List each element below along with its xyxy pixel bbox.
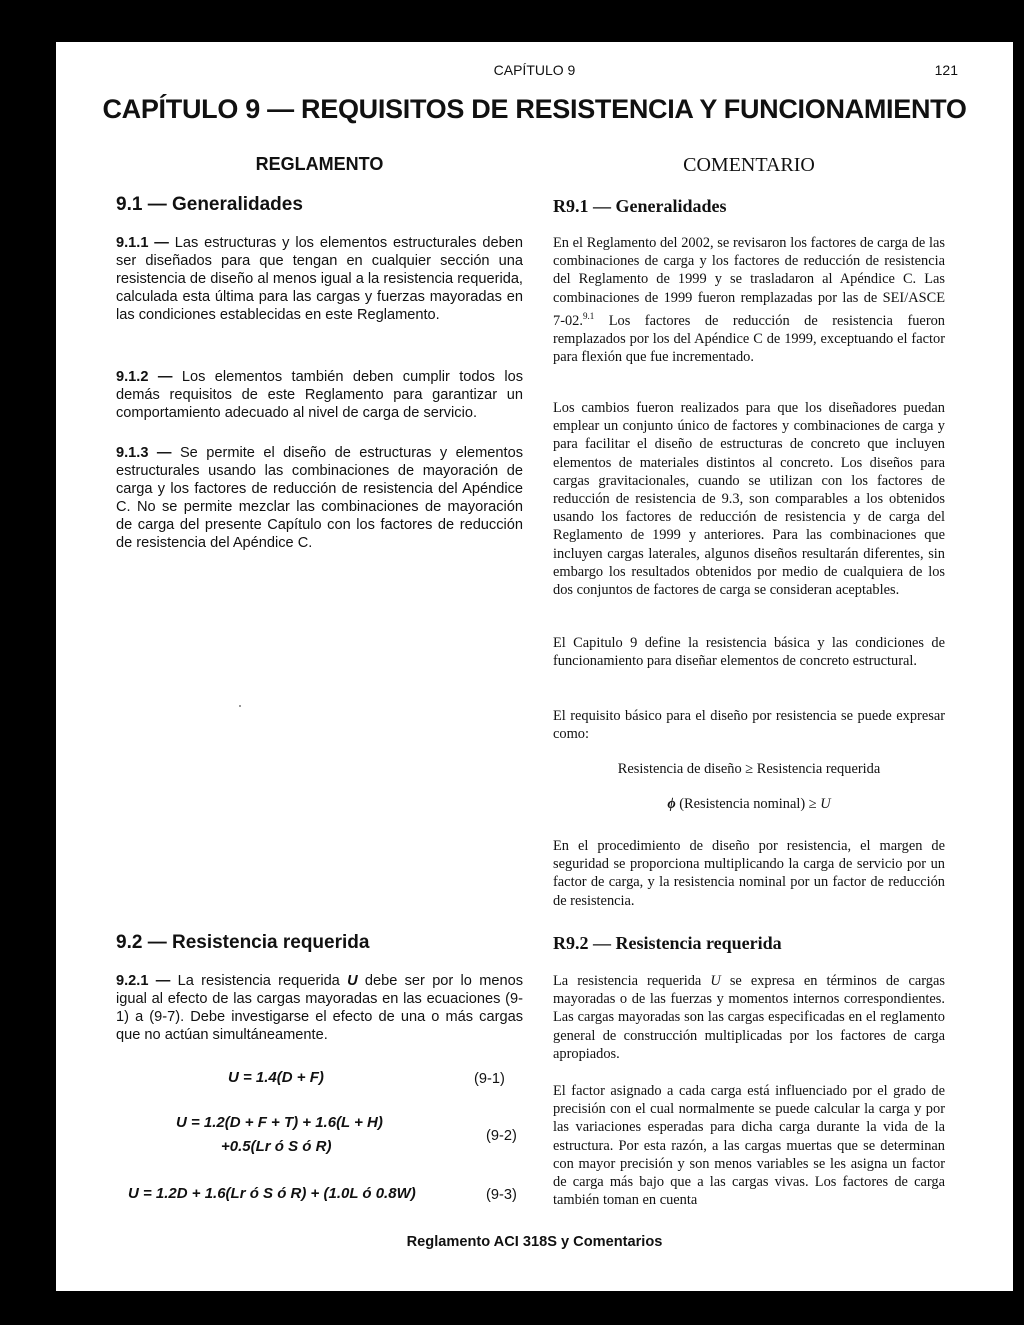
equation-number-9-3: (9-3)	[486, 1187, 517, 1203]
running-head: CAPÍTULO 9	[493, 62, 576, 78]
clause-number: 9.2.1 —	[116, 973, 171, 989]
comentario-column-heading: COMENTARIO	[683, 154, 815, 176]
section-heading-r9-2: R9.2 — Resistencia requerida	[553, 933, 782, 953]
commentary-paragraph-r9-2-1	[553, 972, 945, 1063]
scan-speck	[239, 705, 241, 707]
chapter-title: CAPÍTULO 9 — REQUISITOS DE RESISTENCIA Y FUNCIONAMIENTO	[102, 94, 967, 124]
commentary-paragraph-5: En el procedimiento de diseño por resistencia, el margen de seguridad se proporciona multiplicando la carga de servicio por un factor de carga, y la resistencia nominal por un factor de reducción de resistencia.	[553, 838, 945, 909]
equation-9-3: U = 1.2D + 1.6(Lr ó S ó R) + (1.0L ó 0.8W)	[128, 1185, 416, 1202]
clause-number: 9.1.2 —	[116, 369, 173, 385]
section-heading-9-1: 9.1 — Generalidades	[116, 194, 303, 215]
reference-superscript: 9.1	[582, 310, 595, 321]
equation-9-2-line-2: +0.5(Lr ó S ó R)	[221, 1138, 332, 1155]
equation-number-9-2: (9-2)	[486, 1128, 517, 1144]
page-footer: Reglamento ACI 318S y Comentarios	[406, 1234, 663, 1250]
equation-number-9-1: (9-1)	[474, 1071, 505, 1087]
paragraph-text: La resistencia requerida	[553, 973, 711, 989]
clause-text: debe ser por lo menos igual al efecto de las cargas mayoradas en las ecuaciones (9-1) a (9-7). Debe investigarse el efecto de una o más cargas que no actúan simultáneamente.	[116, 973, 523, 1043]
inequality-text: (Resistencia nominal) ≥	[675, 796, 821, 812]
reglamento-column-heading: REGLAMENTO	[255, 154, 384, 174]
strength-inequality-1: Resistencia de diseño ≥ Resistencia requerida	[617, 761, 881, 777]
commentary-paragraph-3: El Capitulo 9 define la resistencia básica y las condiciones de funcionamiento para diseñar elementos de concreto estructural.	[553, 635, 945, 670]
document-page	[56, 42, 1013, 1291]
clause-text: Se permite el diseño de estructuras y elementos estructurales usando las combinaciones de mayoración de carga y los factores de reducción de resistencia del Apéndice C. No se permite mezclar las combinaciones de mayoración de carga del presente Capítulo con los factores de reducción de resistencia del Apéndice C.	[116, 445, 523, 551]
symbol-U: U	[820, 796, 831, 812]
paragraph-text: se expresa en términos de cargas mayoradas o de las fuerzas y momentos internos correspondientes. Las cargas mayoradas son las cargas especificadas en el reglamento general de construcción multiplicadas por los factores de carga apropiados.	[553, 973, 945, 1062]
page-number: 121	[934, 62, 958, 78]
commentary-paragraph-4: El requisito básico para el diseño por resistencia se puede expresar como:	[553, 708, 945, 743]
clause-text: La resistencia requerida	[170, 973, 348, 989]
equation-9-1: U = 1.4(D + F)	[228, 1069, 324, 1086]
paragraph-text: Los factores de reducción de resistencia fueron remplazados por los del Apéndice C de 1999, exceptuando el factor para flexión que fue incrementado.	[553, 312, 945, 366]
clause-text: Los elementos también deben cumplir todos los demás requisitos de este Reglamento para garantizar un comportamiento adecuado al nivel de carga de servicio.	[116, 369, 523, 421]
section-heading-r9-1: R9.1 — Generalidades	[553, 196, 727, 216]
phi-symbol: ϕ	[667, 796, 676, 812]
strength-inequality-2	[553, 796, 945, 813]
paragraph-9-2-1	[116, 972, 523, 1044]
symbol-U: U	[347, 973, 358, 989]
commentary-paragraph-1	[553, 234, 945, 366]
section-heading-9-2: 9.2 — Resistencia requerida	[116, 932, 370, 953]
paragraph-9-1-3	[116, 444, 523, 552]
clause-number: 9.1.1 —	[116, 235, 169, 251]
clause-text: Las estructuras y los elementos estructurales deben ser diseñados para que tengan en cualquier sección una resistencia de diseño al menos igual a la resistencia requerida, calculada esta última para las cargas y fuerzas mayoradas en las condiciones establecidas en este Reglamento.	[116, 235, 523, 323]
clause-number: 9.1.3 —	[116, 445, 172, 461]
commentary-paragraph-2: Los cambios fueron realizados para que los diseñadores puedan emplear un conjunto único de factores y combinaciones de carga y para facilitar el diseño de estructuras de concreto que incluyen elementos de materiales distintos al concreto. Los diseños para cargas gravitacionales, cuando se utilizan con los factores de reducción de resistencia de 9.3, son comparables a los obtenidos usando los factores de reducción de resistencia y de carga del Reglamento de 1999 y anteriores. Para las combinaciones que incluyen cargas laterales, algunos diseños resultarán diferentes, sin embargo los resultados obtenidos por medio de cualquiera de los dos conjuntos de factores de carga se consideran aceptables.	[553, 400, 945, 599]
paragraph-9-1-1	[116, 234, 523, 324]
paragraph-9-1-2	[116, 368, 523, 422]
equation-9-2-line-1: U = 1.2(D + F + T) + 1.6(L + H)	[176, 1114, 383, 1131]
symbol-U: U	[710, 973, 721, 989]
paragraph-text: En el Reglamento del 2002, se revisaron los factores de carga de las combinaciones de carga y los factores de reducción de resistencia del Reglamento de 1999 y se trasladaron al Apéndice C. Las combinaciones de 1999 fueron remplazadas por las de SEI/ASCE 7-02.	[553, 235, 945, 329]
commentary-paragraph-r9-2-2: El factor asignado a cada carga está influenciado por el grado de precisión con el cual normalmente se puede calcular la carga y por las variaciones esperadas para dicha carga durante la vida de la estructura. Por esta razón, a las cargas muertas que se determinan con mayor precisión y son menos variables se les asigna un factor de carga más bajo que a las cargas vivas. Los factores de carga también toman en cuenta	[553, 1083, 945, 1209]
